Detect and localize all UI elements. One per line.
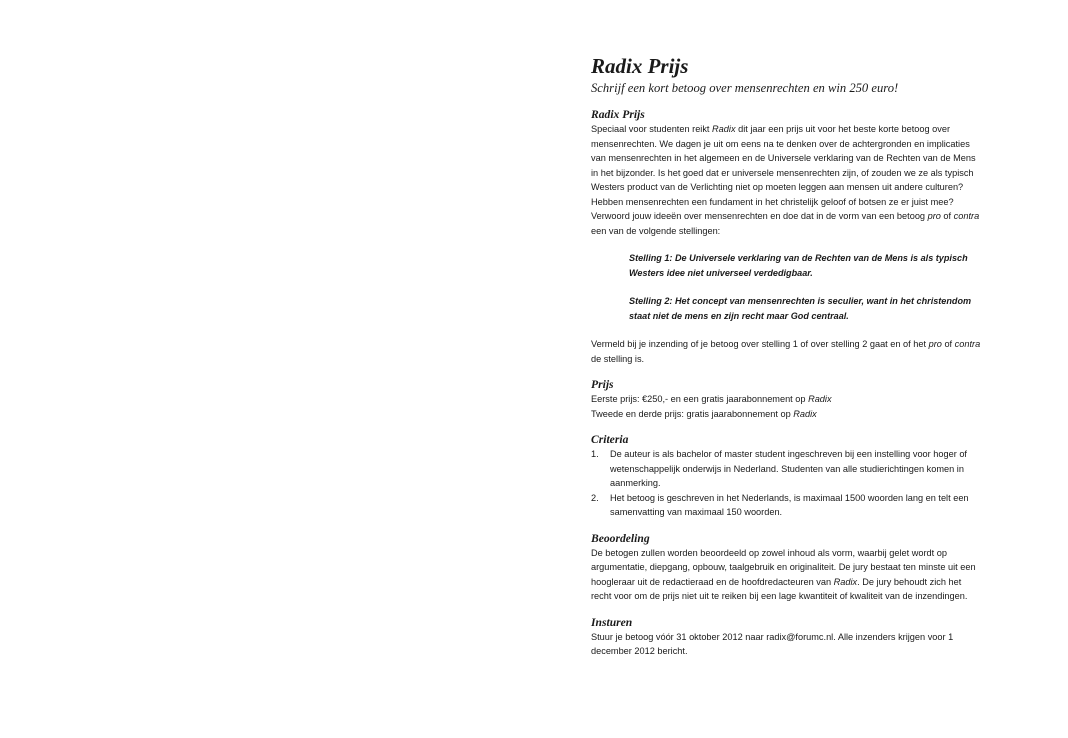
section-radix-prijs: [591, 107, 983, 366]
list-item: 2. Het betoog is geschreven in het Nederlands, is maximaal 1500 woorden lang en telt een samenvatting van maximaal 150 woorden.: [591, 492, 969, 517]
section-criteria: [591, 432, 983, 520]
list-item: 1. De auteur is als bachelor of master student ingeschreven bij een instelling voor hoger of wetenschappelijk onderwijs in Nederland. Studenten van alle studierichtingen komen in aanmerking.: [591, 449, 967, 488]
prijs-line-2: Tweede en derde prijs: gratis jaarabonnement op Radix: [591, 408, 817, 419]
section-prijs: [591, 377, 983, 421]
section-heading-prijs: Prijs: [591, 378, 614, 391]
document-page: [591, 54, 983, 659]
section-heading-beoordeling: Beoordeling: [591, 531, 650, 545]
section-beoordeling: [591, 531, 983, 604]
insturen-paragraph: Stuur je betoog vóór 31 oktober 2012 naar radix@forumc.nl. Alle inzenders krijgen voor 1 december 2012 bericht.: [591, 631, 954, 656]
section-insturen: [591, 615, 983, 659]
section-heading-insturen: Insturen: [591, 615, 633, 629]
section-heading-criteria: Criteria: [591, 433, 629, 446]
beoordeling-paragraph: De betogen zullen worden beoordeeld op zowel inhoud als vorm, waarbij gelet wordt op argumentatie, diepgang, opbouw, taalgebruik en originaliteit. De jury bestaat ten minste uit een hoogleraar uit de redactieraad en de hoofdredacteuren van Radix. De jury behoudt zich het recht voor om de prijs niet uit te reiken bij een lage kwantiteit of kwaliteit van de inzendingen.: [591, 547, 976, 601]
section-heading-radix-prijs: Radix Prijs: [591, 108, 645, 121]
intro-paragraph: Speciaal voor studenten reikt Radix dit jaar een prijs uit voor het beste korte betoog over mensenrechten. We dagen je uit om eens na te denken over de achtergronden en implicaties van mensenrechten in het algemeen en de Universele verklaring van de Rechten van de Mens in het bijzonder. Is het goed dat er universele mensenrechten zijn, of zouden we ze als typisch Westers product van de Verlichting niet op moeten leggen aan mensen uit andere culturen? Hebben mensenrechten een fundament in het christelijk geloof of botsen ze er juist mee? Verwoord jouw ideeën over mensenrechten en doe dat in de vorm van een betoog pro of contra een van de volgende stellingen:: [591, 124, 980, 236]
criteria-list: [591, 447, 983, 520]
stelling-1: Stelling 1: De Universele verklaring van de Rechten van de Mens is als typisch Westers idee niet universeel verdedigbaar.: [629, 253, 968, 278]
page-title: Radix Prijs: [591, 54, 689, 78]
inzending-note: Vermeld bij je inzending of je betoog over stelling 1 of over stelling 2 gaat en of het pro of contra de stelling is.: [591, 339, 981, 364]
page-subtitle: Schrijf een kort betoog over mensenrechten en win 250 euro!: [591, 81, 899, 95]
prijs-line-1: Eerste prijs: €250,- en een gratis jaarabonnement op Radix: [591, 394, 832, 404]
stelling-2: Stelling 2: Het concept van mensenrechten is seculier, want in het christendom staat niet de mens en zijn recht maar God centraal.: [629, 296, 972, 321]
